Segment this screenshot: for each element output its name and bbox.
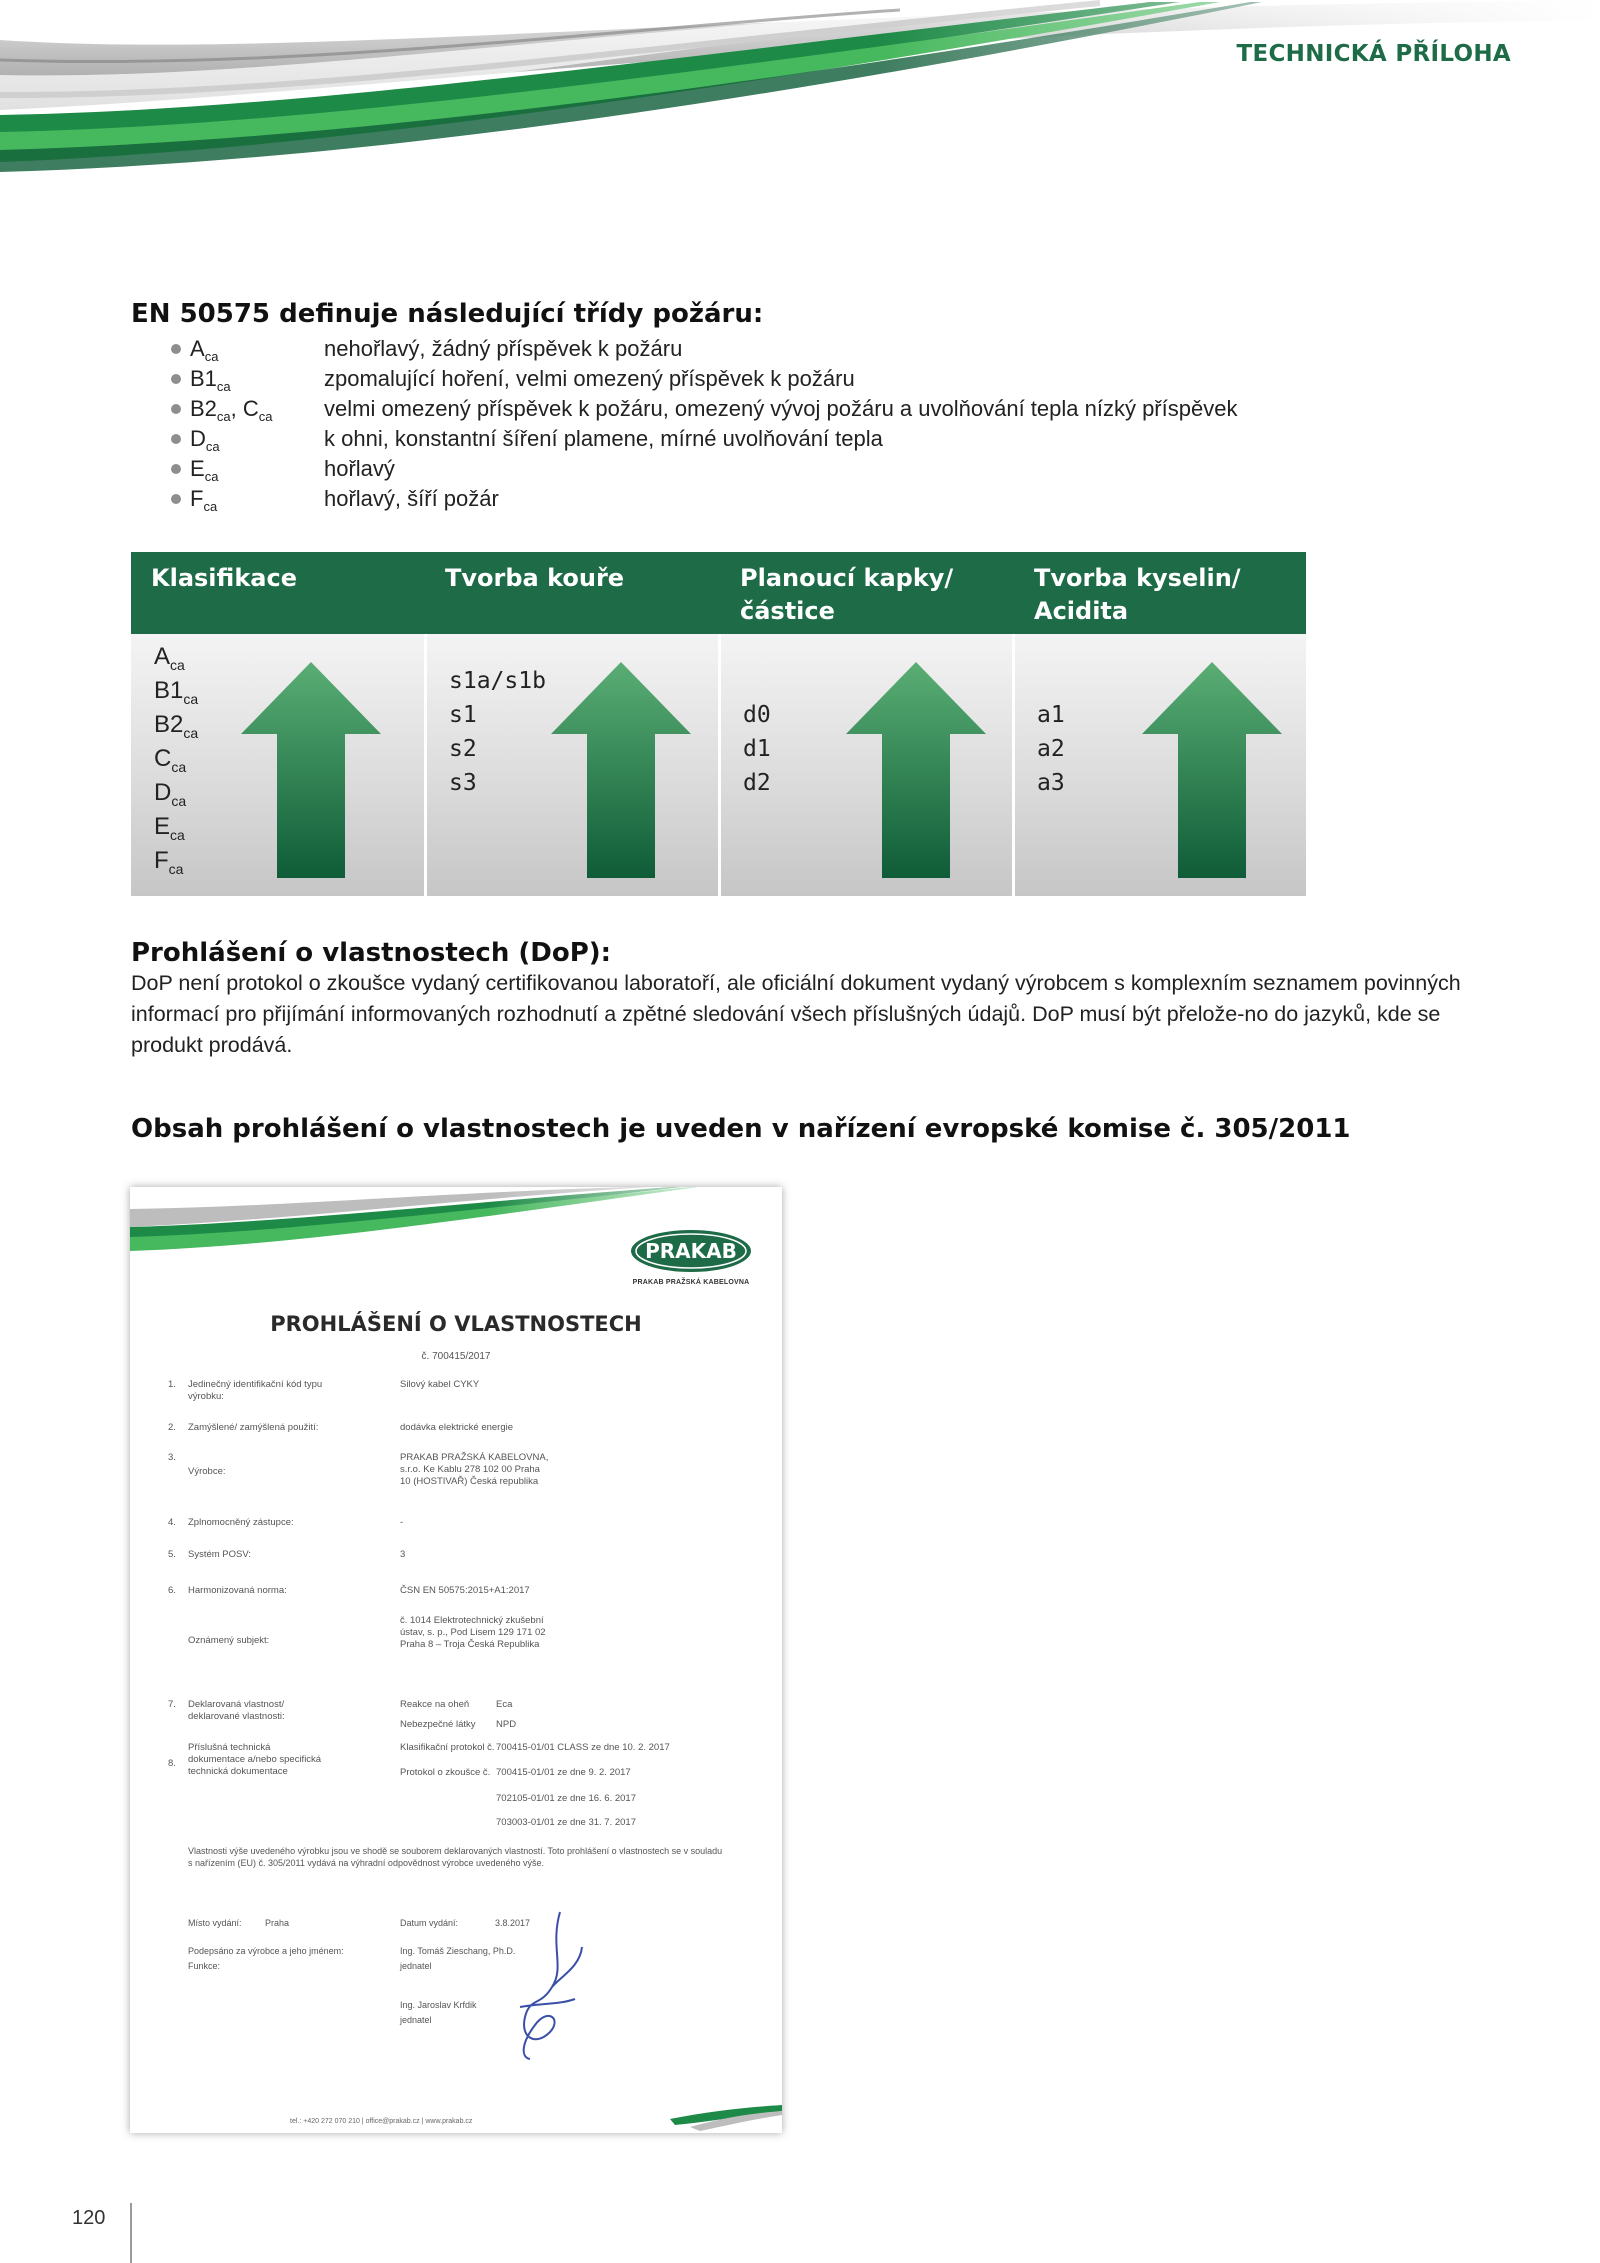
column-header-smoke: Tvorba kouře	[445, 564, 625, 592]
class-entry: $F_{ca}$	[154, 847, 184, 877]
fire-class-code: $D_{ca}$	[190, 426, 220, 454]
acidity-class: a2	[1037, 736, 1065, 762]
acidity-class: a3	[1037, 770, 1065, 796]
column-divider	[424, 634, 427, 896]
class-entry: $A_{ca}$	[154, 643, 185, 673]
smoke-class: s2	[449, 736, 477, 762]
arrow-up-icon	[1142, 662, 1282, 878]
droplet-class: d1	[743, 736, 771, 762]
arrow-up-icon	[551, 662, 691, 878]
dop-description: DoP není protokol o zkoušce vydaný certifikovanou laboratoří, ale oficiální dokument vydaný výrobcem s komplexním seznamem povinných informací pro přijímání informovaných rozhodnutí a zpětné sledování všech příslušných údajů. DoP musí být přelože-no do jazyků, kde se produkt prodává.	[131, 971, 1461, 1057]
document-statement: Vlastnosti výše uvedeného výrobku jsou ve shodě se souborem deklarovaných vlastností. Toto prohlášení o vlastnostech se v souladu s nařízením (EU) č. 305/2011 vydává na výhradní odpovědnost výrobce uvedeného výše.	[188, 1846, 723, 1868]
fire-class-code: $A_{ca}$	[190, 336, 219, 364]
table-header	[131, 552, 1306, 634]
document-title: PROHLÁŠENÍ O VLASTNOSTECH	[270, 1312, 642, 1336]
fire-class-code: $B1_{ca}$	[190, 366, 231, 394]
fire-class-code: $E_{ca}$	[190, 456, 219, 484]
arrow-up-icon	[241, 662, 381, 878]
document-number: č. 700415/2017	[421, 1351, 491, 1362]
fire-classes-title: EN 50575 definuje následující třídy požáru:	[131, 299, 764, 329]
fire-class-code: $B2_{ca}$, $C_{ca}$	[190, 396, 273, 424]
svg-text:PRAKAB: PRAKAB	[645, 1239, 737, 1263]
column-divider	[718, 634, 721, 896]
acidity-class: a1	[1037, 702, 1065, 728]
prakab-logo	[628, 1227, 754, 1275]
page-number: 120	[72, 2207, 106, 2229]
bullet-icon	[171, 464, 181, 474]
fire-class-description: hořlavý, šíří požár	[324, 486, 499, 511]
droplet-class: d2	[743, 770, 771, 796]
fire-class-description: hořlavý	[324, 456, 395, 481]
content-note-title: Obsah prohlášení o vlastnostech je uveden v nařízení evropské komise č. 305/2011	[131, 1114, 1351, 1144]
smoke-list	[449, 664, 546, 800]
bullet-icon	[171, 344, 181, 354]
document-company-name: PRAKAB PRAŽSKÁ KABELOVNA	[632, 1279, 750, 1286]
droplet-class: d0	[743, 702, 771, 728]
class-entry: $D_{ca}$	[154, 779, 187, 809]
class-entry: $B2_{ca}$	[154, 711, 199, 741]
acidity-list	[1037, 698, 1065, 800]
class-entry: $B1_{ca}$	[154, 677, 199, 707]
class-entry: $E_{ca}$	[154, 813, 185, 843]
smoke-class: s1	[449, 702, 477, 728]
classification-list	[154, 640, 198, 878]
column-header-classification: Klasifikace	[151, 564, 297, 592]
bullet-icon	[171, 434, 181, 444]
column-header-droplets: Planoucí kapky/ částice	[740, 564, 954, 625]
arrow-up-icon	[846, 662, 986, 878]
fire-class-description: k ohni, konstantní šíření plamene, mírné uvolňování tepla	[324, 426, 883, 451]
dop-title: Prohlášení o vlastnostech (DoP):	[131, 938, 612, 968]
cable-banner-graphic	[0, 0, 1600, 235]
fire-class-code: $F_{ca}$	[190, 486, 218, 514]
column-divider	[1012, 634, 1015, 896]
smoke-class: s3	[449, 770, 477, 796]
fire-class-description: zpomalující hoření, velmi omezený příspěvek k požáru	[324, 366, 855, 391]
page-number-rule	[130, 2203, 132, 2263]
column-header-acidity: Tvorba kyselin/ Acidita	[1034, 564, 1241, 625]
bullet-icon	[171, 374, 181, 384]
signature-image	[490, 1907, 600, 2067]
table-body	[131, 634, 1306, 896]
fire-class-description: nehořlavý, žádný příspěvek k požáru	[324, 336, 683, 361]
fire-class-description: velmi omezený příspěvek k požáru, omezený vývoj požáru a uvolňování tepla nízký příspěvek	[324, 396, 1238, 421]
declaration-document-image: PRAKAB PRAKAB PRAŽSKÁ KABELOVNA PROHLÁŠENÍ O VLASTNOSTECH č. 700415/2017 1. Jedinečný identifikační kód typu výrobku: Silový kabel CYKY 2. Zamýšlené/ zamýšlená použití: dodávka elektrické energie 3. Výrobce: PRAKAB PRAŽSKÁ KABELOVNA, s.r.o. Ke Kablu 278 102 00 Praha 10 (HOSTIVAŘ) Česká republika 4. Zplnomocněný zástupce: - 5. Systém POSV: 3 6. Harmonizovaná norma: ČSN EN 50575:2015+A1:2017 Oznámený subjekt: č. 1014 Elektrotechnický zkušební ústav, s. p., Pod Lisem 129 171 02 Praha 8 – Troja Česká Republika 7. Deklarovaná vlastnost/ deklarované vlastnosti: Reakce na oheň Eca Nebezpečné látky NPD 8. Příslušná technická dokumentace a/nebo specifická technická dokumentace Klasifikační protokol č. 700415-01/01 CLASS ze dne 10. 2. 2017 Protokol o zkoušce č. 700415-01/01 ze dne 9. 2. 2017 702105-01/01 ze dne 16. 6. 2017 703003-01/01 ze dne 31. 7. 2017 Vlastnosti výše uvedeného výrobku jsou ve shodě se souborem deklarovaných vlastností. Toto prohlášení o vlastnostech se v souladu s nařízením (EU) č. 305/2011 vydává na výhradní odpovědnost výrobce uvedeného výše. Místo vydání: Praha Datum vydání: 3.8.2017 Podepsáno za výrobce a jeho jménem: Ing. Tomáš Zieschang, Ph.D. Funkce: jednatel Ing. Jaroslav Krfdik jednatel tel.: +420 272 070 210 | office@prakab.cz | www.prakab.cz	[130, 1187, 782, 2133]
section-label: TECHNICKÁ PŘÍLOHA	[1236, 41, 1511, 67]
class-entry: $C_{ca}$	[154, 745, 187, 775]
droplets-list	[743, 698, 771, 800]
classification-table	[131, 552, 1306, 896]
bullet-icon	[171, 494, 181, 504]
bullet-icon	[171, 404, 181, 414]
smoke-class: s1a/s1b	[449, 668, 546, 694]
document-contact: tel.: +420 272 070 210 | office@prakab.cz | www.prakab.cz	[290, 2118, 473, 2125]
